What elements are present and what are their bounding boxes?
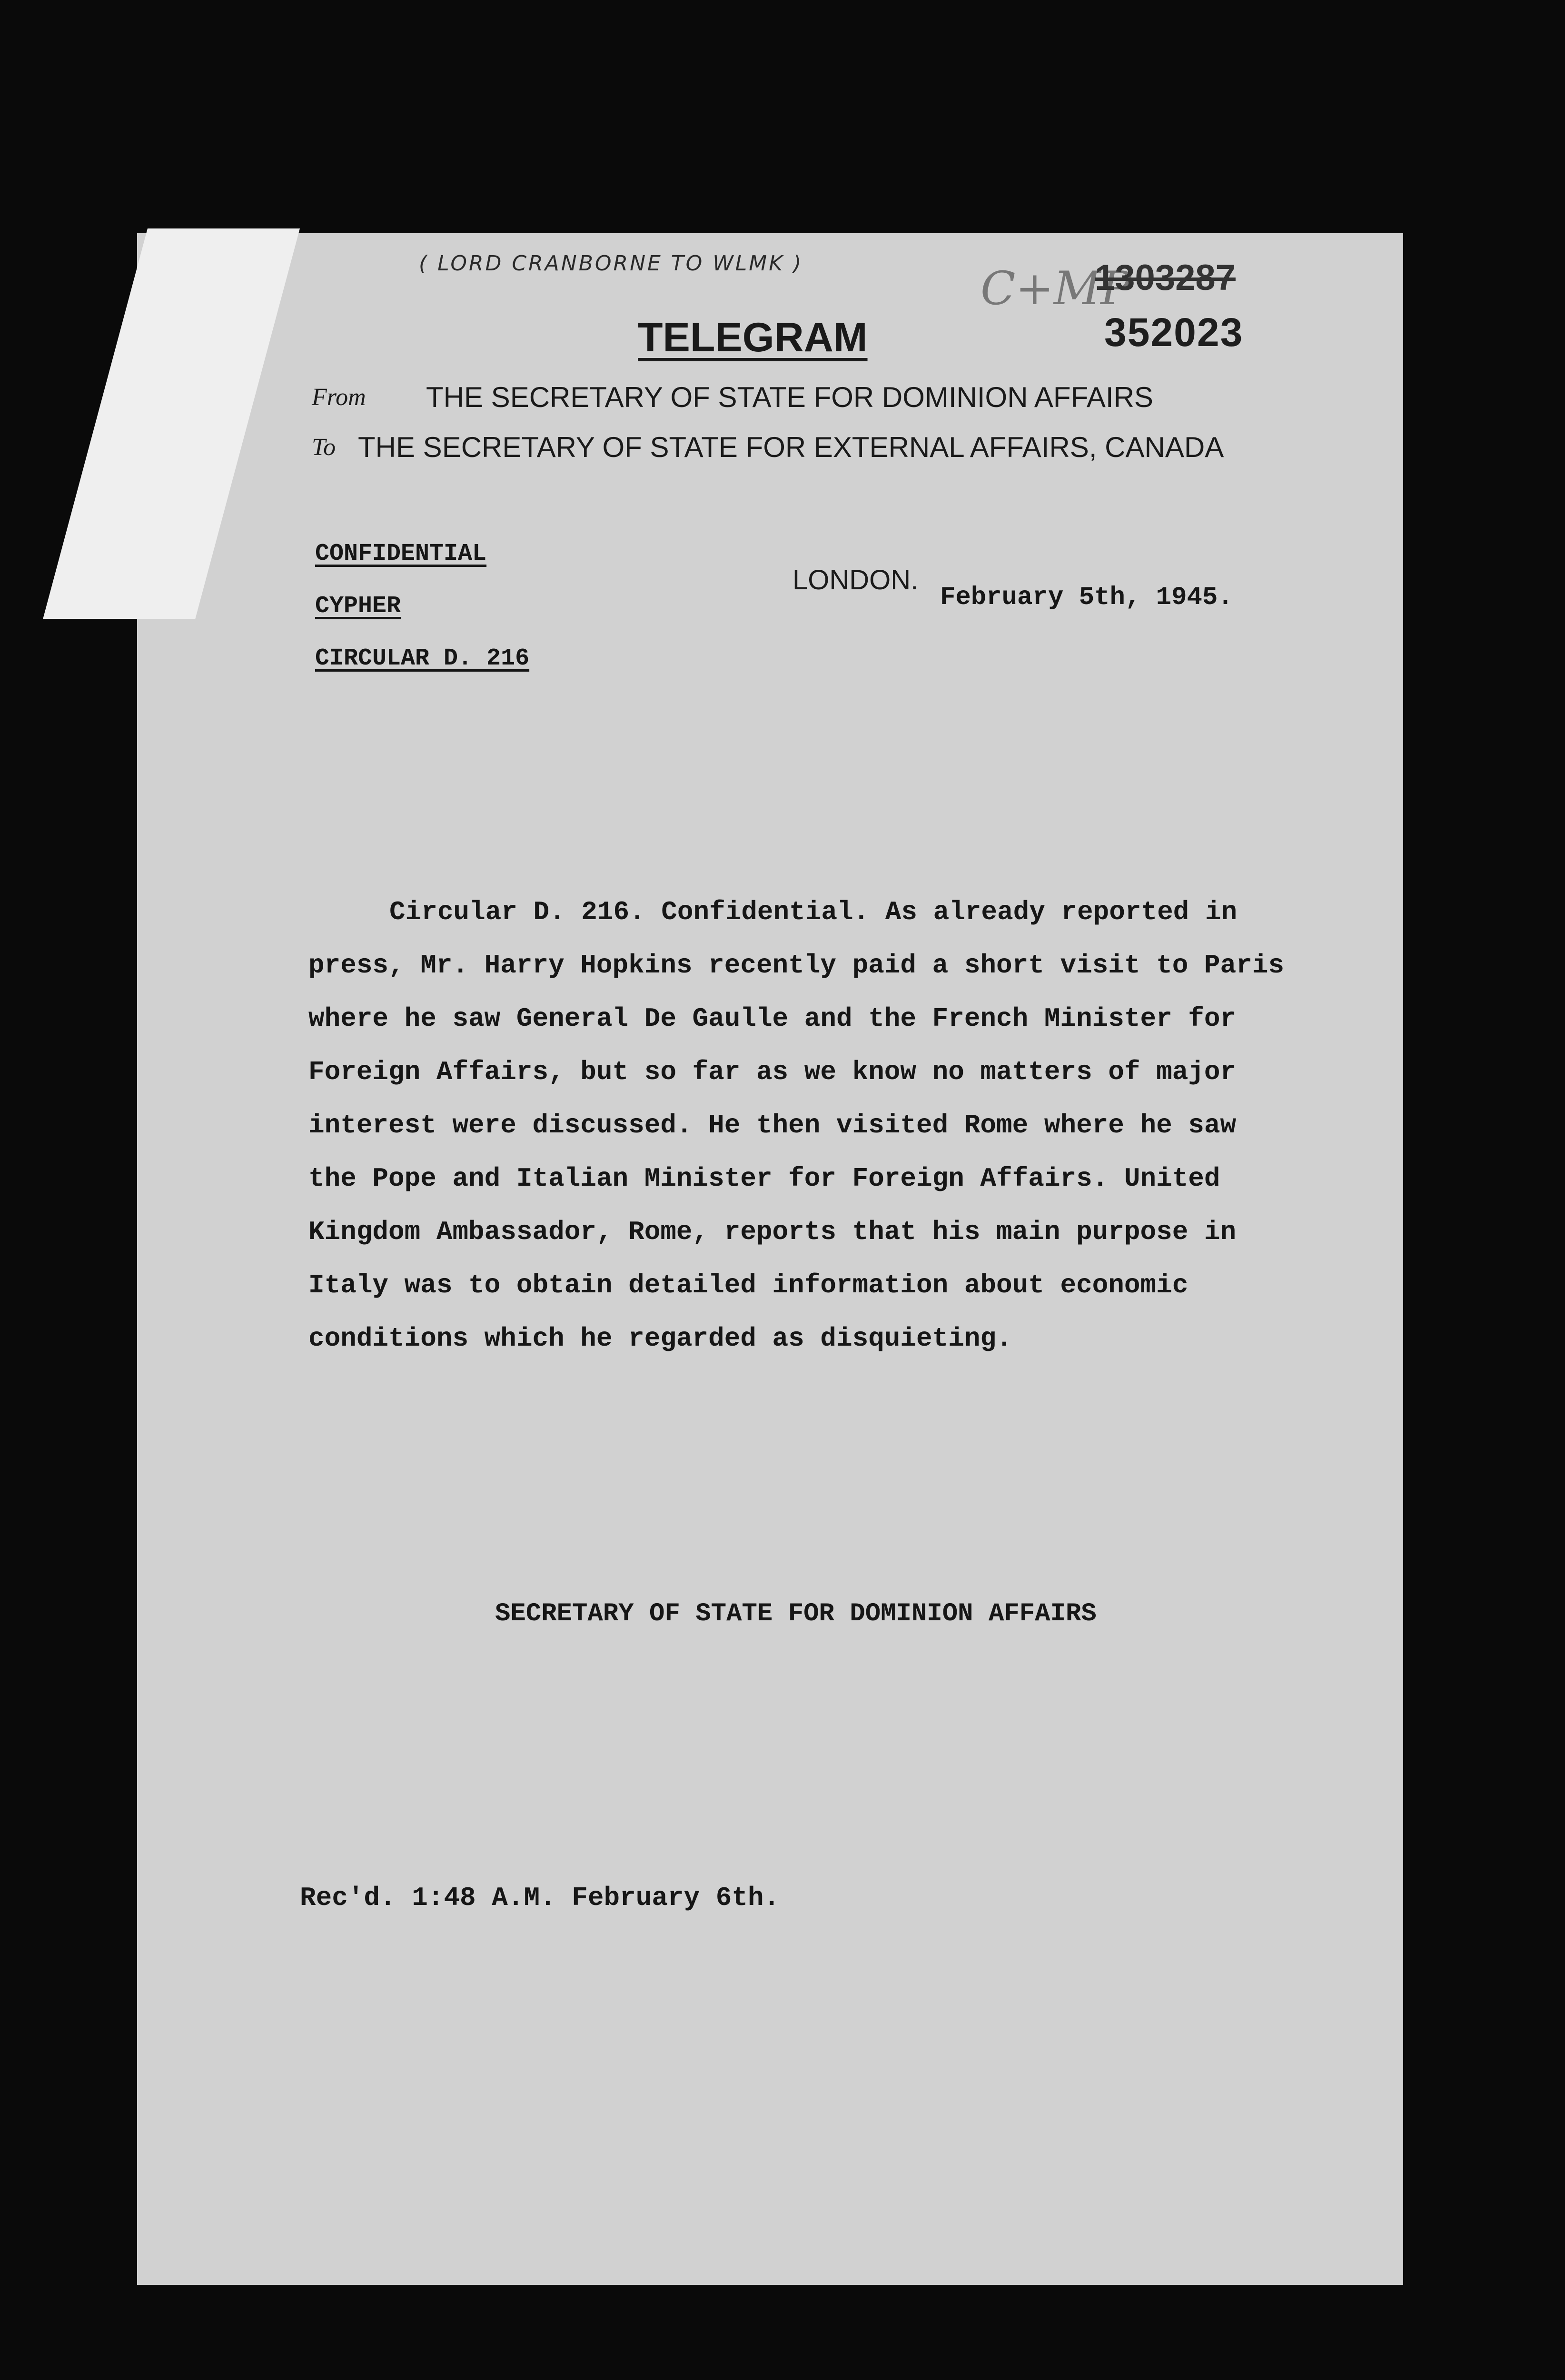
body-line: Foreign Affairs, but so far as we know no matters of major <box>308 1057 1237 1087</box>
body-line: Circular D. 216. Confidential. As already reported in <box>389 897 1238 927</box>
date: February 5th, 1945. <box>940 583 1233 612</box>
telegram-title: TELEGRAM <box>638 315 868 360</box>
struck-document-number: 1303287 <box>1095 258 1236 298</box>
body-line: where he saw General De Gaulle and the French Minister for <box>308 1003 1237 1034</box>
circular-heading: CIRCULAR D. 216 <box>315 645 530 672</box>
document-number: 352023 <box>1104 310 1244 355</box>
body-line: Kingdom Ambassador, Rome, reports that his main purpose in <box>308 1217 1237 1247</box>
body-line: Italy was to obtain detailed information about economic <box>308 1270 1189 1300</box>
body-line: press, Mr. Harry Hopkins recently paid a short visit to Paris <box>308 950 1284 981</box>
body-line: interest were discussed. He then visited Rome where he saw <box>308 1110 1237 1140</box>
place: LONDON. <box>792 565 919 595</box>
body-line: the Pope and Italian Minister for Foreign Affairs. United <box>308 1163 1220 1194</box>
classification-heading: CONFIDENTIAL <box>315 540 487 567</box>
from-label: From <box>312 384 366 411</box>
handwritten-note: ( LORD CRANBORNE TO WLMK ) <box>419 251 803 276</box>
signoff: SECRETARY OF STATE FOR DOMINION AFFAIRS <box>495 1599 1097 1628</box>
to-value: THE SECRETARY OF STATE FOR EXTERNAL AFFAIRS, CANADA <box>358 431 1224 463</box>
message-body <box>308 885 1308 1365</box>
body-line: conditions which he regarded as disquieting. <box>308 1323 1012 1354</box>
received-note: Rec'd. 1:48 A.M. February 6th. <box>300 1883 780 1913</box>
cypher-heading: CYPHER <box>315 593 401 620</box>
from-value: THE SECRETARY OF STATE FOR DOMINION AFFAIRS <box>426 381 1153 413</box>
to-label: To <box>312 434 336 461</box>
stamp-initials: C+MP <box>981 262 1131 315</box>
